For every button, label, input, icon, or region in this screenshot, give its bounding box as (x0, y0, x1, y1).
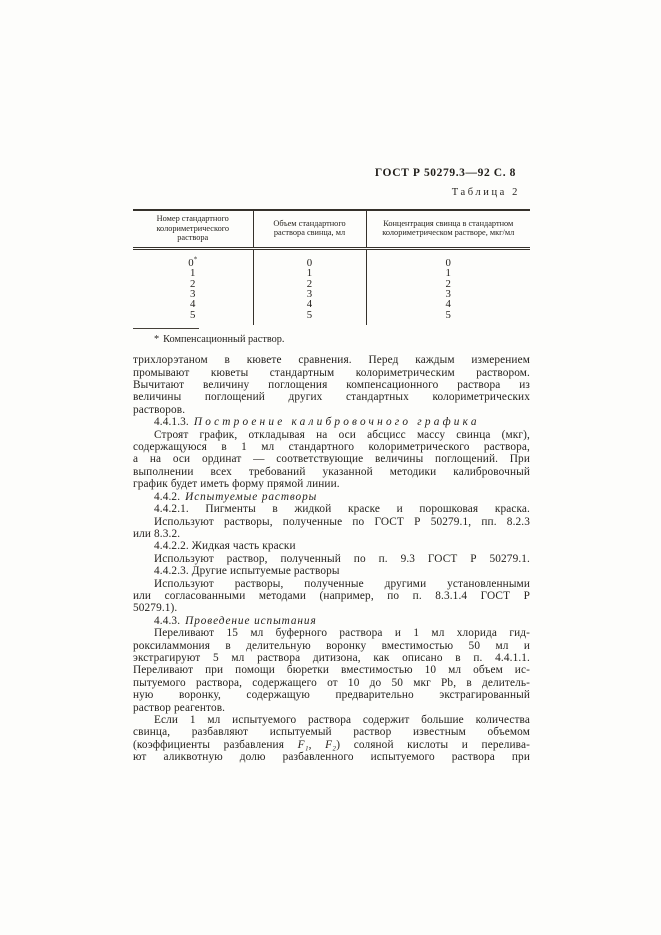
text-line (133, 739, 530, 751)
table-footnote (133, 334, 530, 346)
footnote-marker: * (154, 334, 160, 346)
text-line: трихлорэтаном в кювете сравнения. Перед каждым измерением (133, 354, 530, 367)
page-content (133, 0, 530, 764)
heading-4-4-3 (133, 615, 530, 627)
section-number: 4.4.2. (154, 490, 181, 503)
text-line: выполнении всех требований указанной методики калибровочный (133, 465, 530, 478)
text-line: график будет иметь форму прямой линии. (133, 478, 340, 491)
footnote-rule (133, 328, 199, 329)
cell-volume: 0 (253, 248, 366, 268)
heading-4-4-1-3 (133, 416, 530, 428)
cell-concentration: 2 (366, 279, 530, 289)
text-line: Используют раствор, полученный по п. 9.3 ГОСТ Р 50279.1. (154, 552, 530, 565)
text-line: 50279.1). (133, 602, 178, 615)
text-line: роксиламмония в делительную воронку вместимостью 50 мл и (133, 639, 530, 652)
cell-volume: 2 (253, 279, 366, 289)
footnote-text: Компенсационный раствор. (163, 334, 285, 346)
text-line: Если 1 мл испытуемого раствора содержит большие количества (154, 714, 530, 726)
text-line: раствор реагентов. (133, 701, 226, 714)
cell-concentration: 3 (366, 289, 530, 299)
footnote-marker: * (193, 255, 198, 264)
heading-4-4-2 (133, 491, 530, 503)
text-line: пытуемого раствора, содержащего от 10 до 50 мкг Pb, в делитель- (133, 676, 530, 689)
column-header-concentration: Концентрация свинца в стандартном колориметрическом растворе, мкг/мл (366, 210, 530, 248)
text-line: содержащуюся в 1 мл стандартного колориметрического раствора, (133, 441, 530, 454)
text-segment: ) соляной кислоты и перелива- (336, 738, 530, 751)
standard-solutions-table (133, 209, 530, 325)
text-line: промывают кюветы стандартным колориметрическим раствором. (133, 366, 530, 379)
text-line: Переливают при помощи бюретки вместимостью 10 мл объем ис- (133, 664, 530, 677)
text-line: Используют растворы, полученные другими установленными (154, 577, 530, 590)
text-line: или 8.3.2. (133, 527, 181, 540)
text-line: растворов. (133, 403, 186, 416)
cell-volume: 1 (253, 268, 366, 278)
text-line: Строят график, откладывая на оси абсцисс массу свинца (мкг), (154, 428, 530, 441)
body-text (133, 354, 530, 763)
text-line: Используют растворы, полученные по ГОСТ Р 50279.1, пп. 8.2.3 (154, 515, 530, 528)
column-header-volume: Объем стандартного раствора свинца, мл (253, 210, 366, 248)
section-number: 4.4.1.3. (154, 416, 189, 429)
text-line: а на оси ординат — соответствующие величины поглощений. При (133, 453, 530, 466)
cell-volume: 4 (253, 299, 366, 309)
text-line: 4.4.2.1. Пигменты в жидкой краске и порошковая краска. (154, 503, 530, 516)
section-title: Проведение испытания (185, 614, 317, 627)
text-segment: (коэффициенты разбавления (133, 738, 298, 751)
heading-4-4-2-2: 4.4.2.2. Жидкая часть краски (154, 540, 296, 553)
cell-concentration: 5 (366, 310, 530, 325)
column-header-number: Номер стандартного колориметрического раствора (133, 210, 253, 248)
table-header-row (133, 210, 530, 248)
text-line: свинца, разбавляют испытуемый раствор известным объемом (133, 726, 530, 739)
variable-f1-f2: F₁, F₂ (297, 738, 337, 751)
table-row (133, 248, 530, 268)
cell-number: 5 (190, 308, 196, 321)
text-line: ют аликвотную долю разбавленного испытуемого раствора при (133, 751, 530, 764)
text-line: Вычитают величину поглощения компенсационного раствора из (133, 379, 530, 392)
cell-concentration: 4 (366, 299, 530, 309)
table-row (133, 310, 530, 325)
cell-number: 4 (190, 298, 196, 311)
cell-volume: 5 (253, 310, 366, 325)
heading-4-4-2-3: 4.4.2.3. Другие испытуемые растворы (154, 565, 340, 578)
text-line: Переливают 15 мл буферного раствора и 1 мл хлорида гид- (154, 627, 530, 640)
cell-number: 3 (190, 288, 196, 300)
section-title: Построение калибровочного графика (193, 416, 480, 429)
cell-number: 1 (190, 267, 196, 280)
section-title: Испытуемые растворы (185, 490, 318, 503)
text-line: или согласованными методами (например, по п. 8.3.1.4 ГОСТ Р (133, 589, 530, 602)
cell-concentration: 0 (366, 248, 530, 268)
cell-value: 0 (188, 256, 194, 269)
cell-concentration: 1 (366, 268, 530, 278)
cell-volume: 3 (253, 289, 366, 299)
section-number: 4.4.3. (154, 614, 181, 627)
page-header: ГОСТ Р 50279.3—92 С. 8 (374, 167, 516, 179)
cell-number: 2 (190, 277, 196, 290)
cell-number (133, 248, 253, 268)
table-caption: Таблица 2 (451, 187, 520, 198)
text-line: экстрагируют 5 мл раствора дитизона, как описано в п. 4.4.1.1. (133, 651, 530, 664)
text-line: ную воронку, содержащую предварительно экстрагированный (133, 689, 530, 702)
text-line: величины поглощений других стандартных колориметрических (133, 391, 530, 404)
